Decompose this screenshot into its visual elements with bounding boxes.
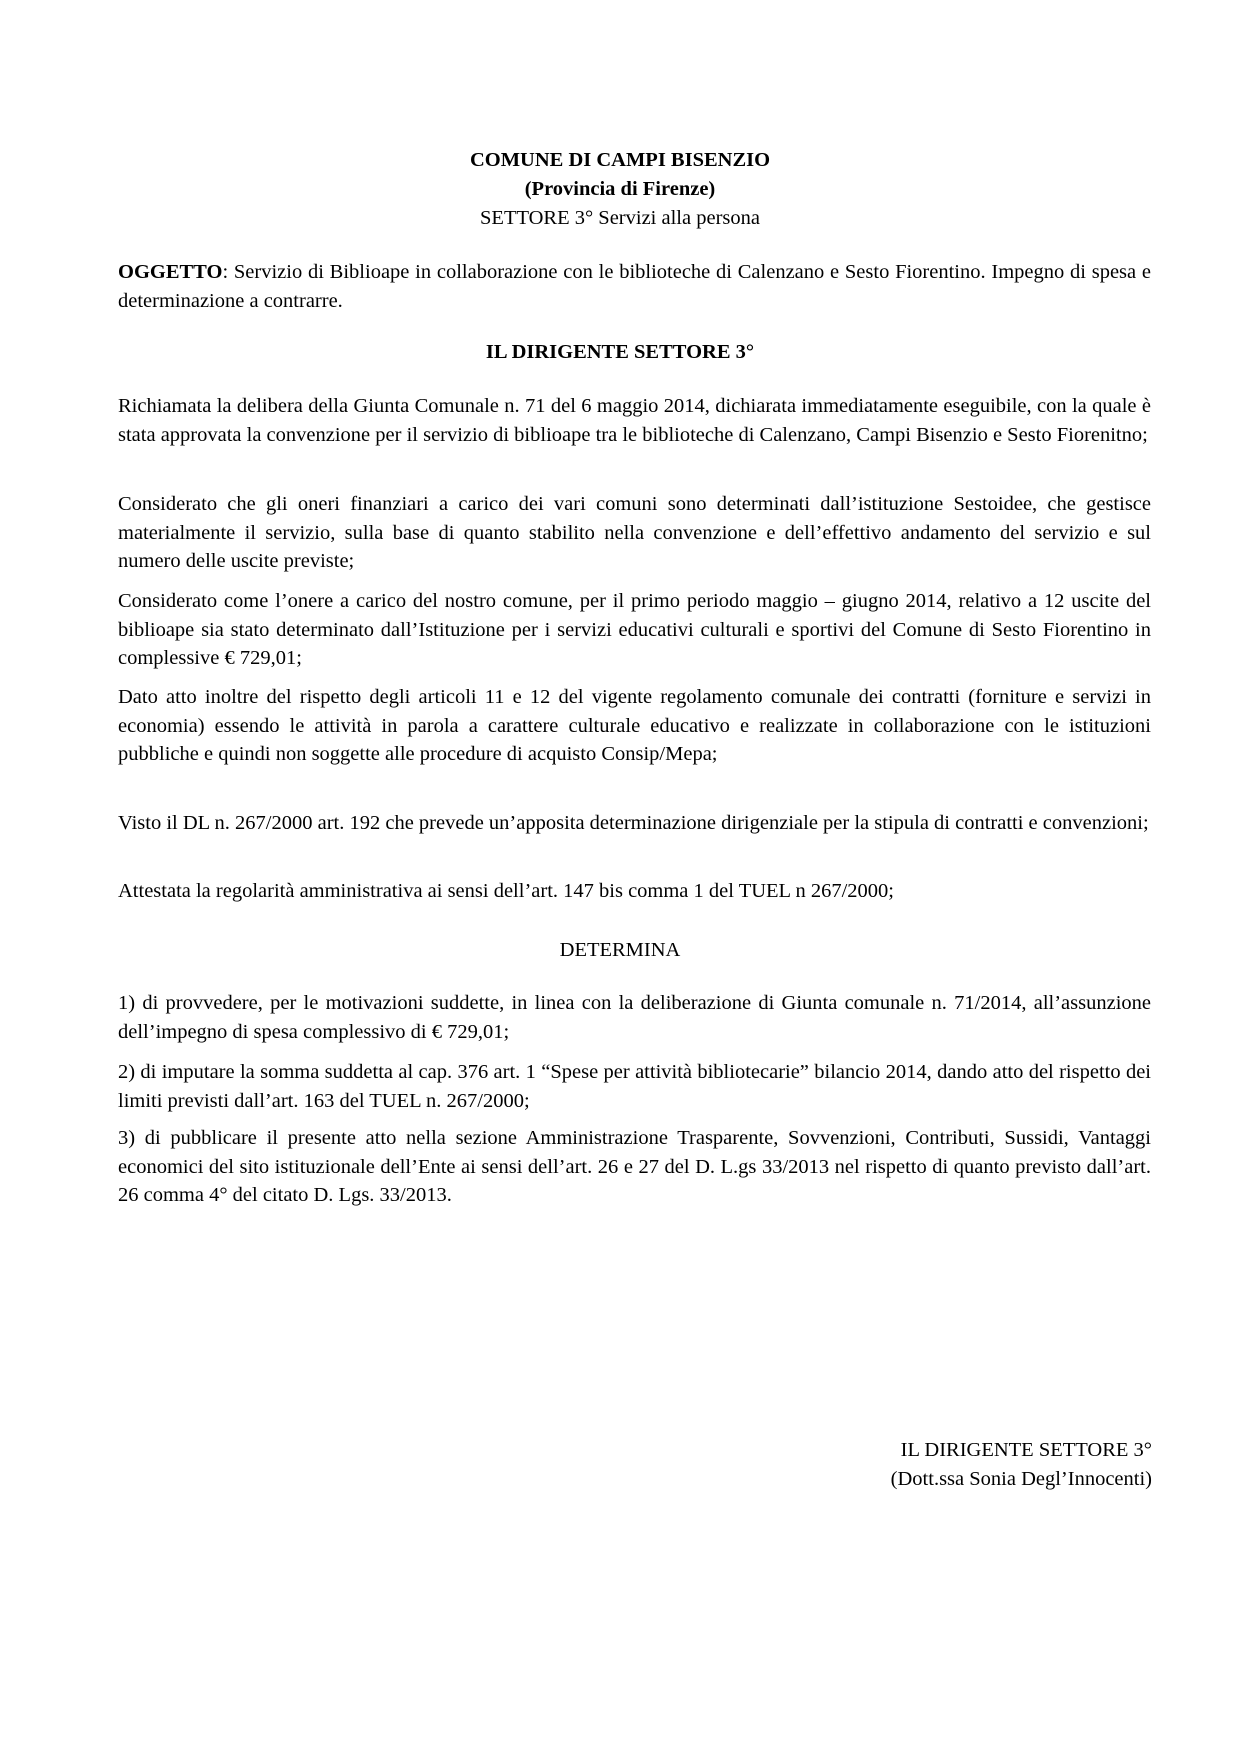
- subject-text: : Servizio di Biblioape in collaborazione con le biblioteche di Calenzano e Sesto Fiorentino. Impegno di spesa e determinazione a contrarre.: [118, 261, 1151, 312]
- determination-item: 1) di provvedere, per le motivazioni suddette, in linea con la deliberazione di Giunta comunale n. 71/2014, all’assunzione dell’impegno di spesa complessivo di € 729,01;: [118, 992, 1151, 1043]
- determina-title: DETERMINA: [559, 939, 681, 961]
- province-name: (Provincia di Firenze): [524, 178, 716, 200]
- subject-paragraph: [118, 258, 1151, 315]
- subject-label: OGGETTO: [118, 261, 223, 283]
- premise-paragraph: Visto il DL n. 267/2000 art. 192 che prevede un’apposita determinazione dirigenziale per la stipula di contratti e convenzioni;: [118, 812, 1149, 834]
- signature-block: [891, 1436, 1152, 1494]
- premise-paragraph: Dato atto inoltre del rispetto degli articoli 11 e 12 del vigente regolamento comunale dei contratti (forniture e servizi in economia) essendo le attività in parola a carattere culturale educativo e realizzate in collaborazione con le istituzioni pubbliche e quindi non soggette alle procedure di acquisto Consip/Mepa;: [118, 686, 1151, 766]
- signatory-title: IL DIRIGENTE SETTORE 3°: [900, 1439, 1152, 1461]
- determination-item: 2) di imputare la somma suddetta al cap. 376 art. 1 “Spese per attività bibliotecarie” bilancio 2014, dando atto del rispetto dei limiti previsti dall’art. 163 del TUEL n. 267/2000;: [118, 1061, 1151, 1112]
- municipality-name: COMUNE DI CAMPI BISENZIO: [469, 149, 771, 171]
- determination-item: 3) di pubblicare il presente atto nella sezione Amministrazione Trasparente, Sovvenzioni, Contributi, Sussidi, Vantaggi economici del sito istituzionale dell’Ente ai sensi dell’art. 26 e 27 del D. L.gs 33/2013 nel rispetto di quanto previsto dall’art. 26 comma 4° del citato D. Lgs. 33/2013.: [118, 1127, 1151, 1207]
- premise-paragraph: Considerato che gli oneri finanziari a carico dei vari comuni sono determinati dall’istituzione Sestoidee, che gestisce materialmente il servizio, sulla base di quanto stabilito nella convenzione e dell’effettivo andamento del servizio e sul numero delle uscite previste;: [118, 493, 1151, 573]
- premise-paragraph: Considerato come l’onere a carico del nostro comune, per il primo periodo maggio – giugno 2014, relativo a 12 uscite del biblioape sia stato determinato dall’Istituzione per i servizi educativi culturali e sportivi del Comune di Sesto Fiorentino in complessive € 729,01;: [118, 590, 1151, 670]
- document-header: [0, 146, 1240, 233]
- section-title: IL DIRIGENTE SETTORE 3°: [485, 341, 755, 363]
- premise-paragraph: Richiamata la delibera della Giunta Comunale n. 71 del 6 maggio 2014, dichiarata immediatamente eseguibile, con la quale è stata approvata la convenzione per il servizio di biblioape tra le biblioteche di Calenzano, Campi Bisenzio e Sesto Fiorenitno;: [118, 395, 1151, 446]
- signatory-name: (Dott.ssa Sonia Degl’Innocenti): [890, 1468, 1152, 1490]
- premise-paragraph: Attestata la regolarità amministrativa ai sensi dell’art. 147 bis comma 1 del TUEL n 267/2000;: [118, 880, 894, 902]
- department-name: SETTORE 3° Servizi alla persona: [480, 207, 760, 229]
